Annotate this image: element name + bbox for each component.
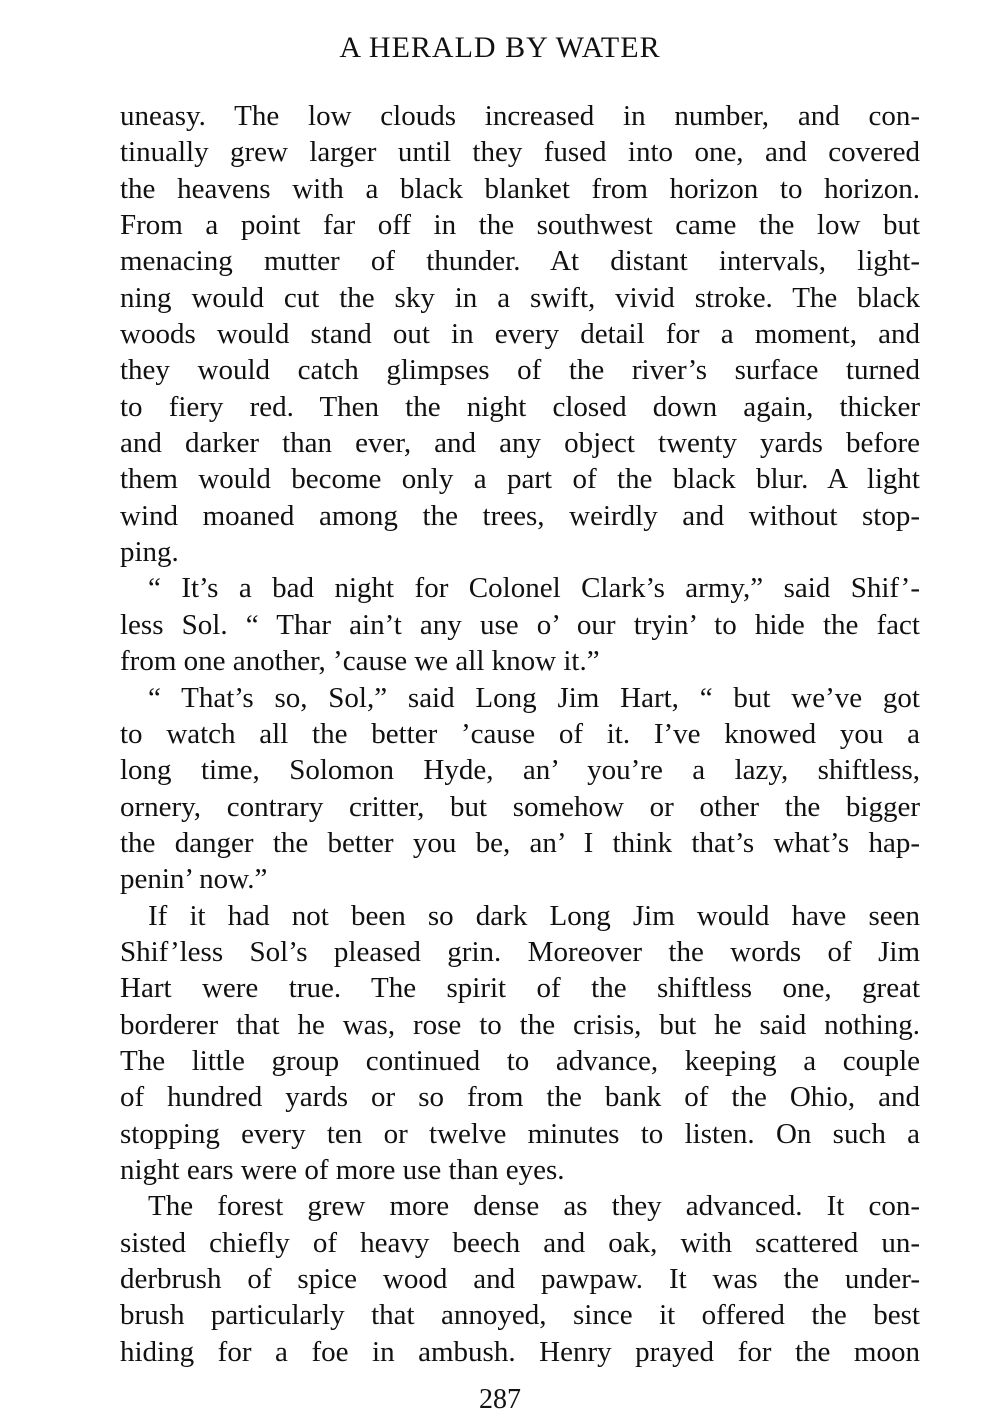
text-line: penin’ now.” bbox=[120, 863, 268, 896]
text-line: they would catch glimpses of the river’s surface turned bbox=[120, 354, 920, 387]
text-line: of hundred yards or so from the bank of the Ohio, and bbox=[120, 1081, 920, 1114]
text-line: and darker than ever, and any object twenty yards before bbox=[120, 427, 920, 460]
text-line: ning would cut the sky in a swift, vivid stroke. The black bbox=[120, 281, 920, 314]
text-line: ping. bbox=[120, 536, 179, 569]
text-line: sisted chiefly of heavy beech and oak, with scattered un- bbox=[120, 1226, 920, 1259]
text-line: less Sol. “ Thar ain’t any use o’ our tryin’ to hide the fact bbox=[120, 608, 920, 641]
text-line: “ It’s a bad night for Colonel Clark’s army,” said Shif’- bbox=[148, 572, 920, 605]
text-line: Shif’less Sol’s pleased grin. Moreover the words of Jim bbox=[120, 935, 920, 968]
text-line: long time, Solomon Hyde, an’ you’re a lazy, shiftless, bbox=[120, 754, 920, 787]
text-line: woods would stand out in every detail for a moment, and bbox=[120, 318, 920, 351]
text-line: stopping every ten or twelve minutes to listen. On such a bbox=[120, 1117, 920, 1150]
text-line: brush particularly that annoyed, since it offered the best bbox=[120, 1299, 920, 1332]
page-number: 287 bbox=[479, 1384, 521, 1415]
text-line: the danger the better you be, an’ I think that’s what’s hap- bbox=[120, 826, 920, 859]
text-line: wind moaned among the trees, weirdly and without stop- bbox=[120, 499, 920, 532]
text-line: from one another, ’cause we all know it.” bbox=[120, 645, 600, 678]
text-line: hiding for a foe in ambush. Henry prayed for the moon bbox=[120, 1335, 920, 1368]
body-text bbox=[120, 98, 920, 1370]
text-line: to fiery red. Then the night closed down again, thicker bbox=[120, 390, 920, 423]
text-line: borderer that he was, rose to the crisis, but he said nothing. bbox=[120, 1008, 920, 1041]
text-line: The little group continued to advance, keeping a couple bbox=[120, 1044, 920, 1077]
text-line: to watch all the better ’cause of it. I’ve knowed you a bbox=[120, 717, 920, 750]
text-line: uneasy. The low clouds increased in number, and con- bbox=[120, 100, 920, 132]
running-head: A HERALD BY WATER bbox=[339, 31, 661, 64]
text-line: If it had not been so dark Long Jim would have seen bbox=[148, 899, 920, 932]
text-line: Hart were true. The spirit of the shiftless one, great bbox=[120, 972, 920, 1005]
text-line: The forest grew more dense as they advanced. It con- bbox=[148, 1190, 920, 1223]
text-line: night ears were of more use than eyes. bbox=[120, 1153, 565, 1186]
text-line: From a point far off in the southwest came the low but bbox=[120, 209, 920, 242]
text-line: menacing mutter of thunder. At distant intervals, light- bbox=[120, 245, 920, 278]
text-line: the heavens with a black blanket from horizon to horizon. bbox=[120, 172, 920, 205]
text-line: tinually grew larger until they fused into one, and covered bbox=[120, 136, 920, 169]
text-line: derbrush of spice wood and pawpaw. It was the under- bbox=[120, 1263, 920, 1295]
text-line: ornery, contrary critter, but somehow or other the bigger bbox=[120, 790, 920, 823]
text-line: them would become only a part of the black blur. A light bbox=[120, 463, 920, 496]
text-line: “ That’s so, Sol,” said Long Jim Hart, “ but we’ve got bbox=[148, 681, 920, 714]
